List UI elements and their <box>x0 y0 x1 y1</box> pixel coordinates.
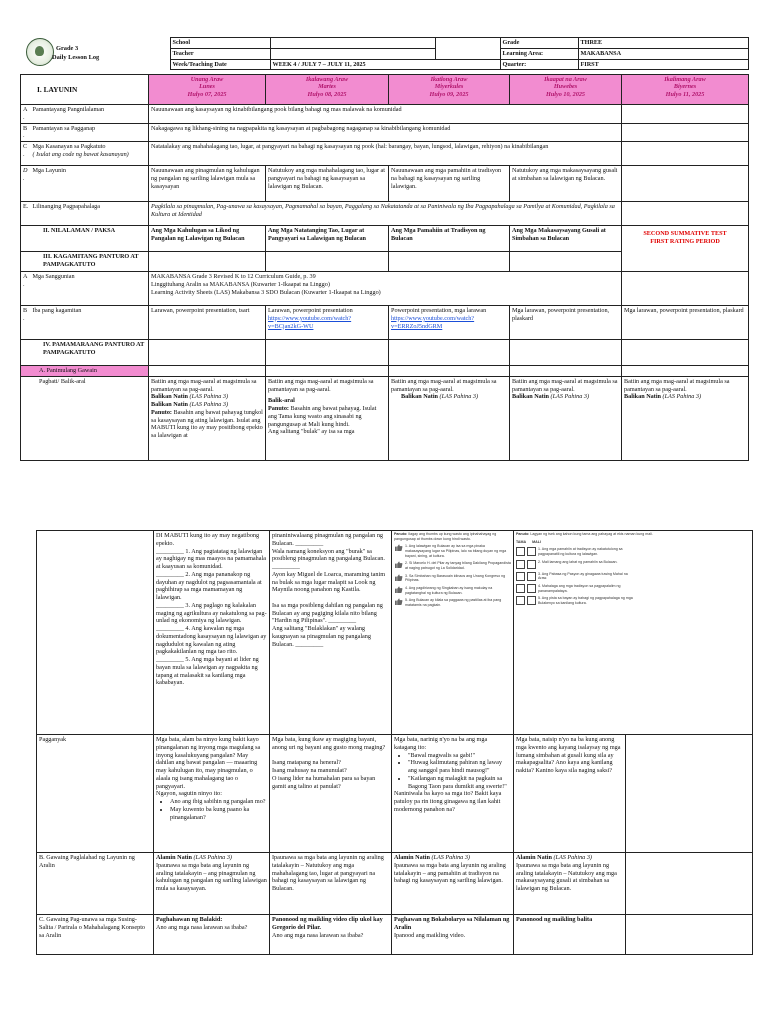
nilalaman-title: II. NILALAMAN / PAKSA <box>21 226 149 252</box>
doc-title-dll: Daily Lesson Log <box>52 54 100 61</box>
quarter-value: FIRST <box>578 59 748 70</box>
day-header-5: Ikalimang Araw Biyernes Hulyo 11, 2025 <box>622 75 749 105</box>
worksheet-thumbs-item: 5. Ang Bulacan ay kilala sa paggawa ng pastillas at iba pang matatamis na pagkain. <box>394 598 511 607</box>
balik-aral-label: Pagbati/ Balik-aral <box>21 376 149 460</box>
kagamitan-day-2: Larawan, powerpoint presentation https://www.youtube.com/watch?v=BCjan2kG-WU <box>266 306 389 340</box>
worksheet-thumbs-item: 4. Ang pagdiriwang ng Singkaban ay isang makulay na pagtatanghal ng kultura ng Bulacan. <box>394 586 511 595</box>
balik-aral-day-3: Batiin ang mga mag-aaral at magsimula sa pamantayan sa pag-aaral. Balikan Natin (LAS Pahina 3) <box>389 376 510 460</box>
row-c-note: ( Isulat ang code ng bawat kasanayan) <box>32 150 129 158</box>
worksheet-checkbox-item: 3. Ang Pabasa ng Pasyon ay ginagawa tuwing Mahal na Araw. <box>516 572 634 581</box>
layunin-aralin-day-1: Alamin Natin (LAS Pahina 3) Ipaunawa sa mga bata ang layunin ng araling tatalakayin – ang pinagmulan ng kahulugan ng pangalan ng sariling lalawigan mula sa kasaysayan. <box>154 853 270 915</box>
pagganyak-day-1: Mga bata, alam ba ninyo kung bakit kayo pinangalanan ng inyong mga magulang sa inyong kasalukuyang pangalan? May dahilan ang bawat pangalan — maaaring may kahulugan ito, may pinagmulan, o alaala ng isang mahalagang tao o pangyayari. Ngayon, sagutin ninyo ito: • Ano ang ibig sabihin ng pangalan mo? • May kuwento ba kung paano ka pinangalanan? <box>154 735 270 853</box>
summative-test-cell: SECOND SUMMATIVE TEST FIRST RATING PERIOD <box>622 226 749 272</box>
lesson-log-table-continued <box>36 530 753 955</box>
layunin-day-4: Natutukoy ang mga makasaysayang gusali at simbahan sa lalawigan ng Bulacan. <box>510 166 622 202</box>
worksheet-thumbs-item: 1. Ang lalawigan ng Bulacan ay isa sa mga pinaka makasaysayang lugar sa Pilipinas, lalo na bilang duyan ng mga bayani, sining, at kultura. <box>394 544 511 558</box>
row-e-letter: E. <box>21 202 31 226</box>
thumbs-icon <box>394 561 403 568</box>
checkbox-false <box>527 560 536 569</box>
row-iba-label: Iba pang kagamitan <box>31 306 149 340</box>
balik-aral-day-2: Batiin ang mga mag-aaral at magsimula sa pamantayan sa pag-aaral. Balik-aral Panuto: Basahin ang bawat pahayag. Isulat ang Tama kung wasto ang sinasabi ng pangungusap at Mali kung hindi. Ang salitang "bulak" ay isa sa mga <box>266 376 389 460</box>
youtube-link-day-3[interactable]: https://www.youtube.com/watch?v=ERRZoJ5ndGRM <box>391 314 475 330</box>
learning-area-value: MAKABANSA <box>578 48 748 59</box>
paksa-day-3: Ang Mga Pamahiin at Tradisyon ng Bulacan <box>389 226 510 252</box>
pag-unawa-day-1: Paghahawan ng Balakid: Ano ang mga nasa larawan sa ibaba? <box>154 915 270 955</box>
layunin-title: I. LAYUNIN <box>21 75 149 105</box>
row-d-letter: D. <box>21 166 31 202</box>
layunin-day-2: Natutukoy ang mga mahahalagang tao, lugar at pangyayari na bahagi ng kasaysayan sa lalawigan ng Bulacan. <box>266 166 389 202</box>
kagamitan-day-3: Powerpoint presentation, mga larawan https://www.youtube.com/watch?v=ERRZoJ5ndGRM <box>389 306 510 340</box>
youtube-link-day-2[interactable]: https://www.youtube.com/watch?v=BCjan2kG-WU <box>268 314 352 330</box>
row-iba-letter: B. <box>21 306 31 340</box>
worksheet-checkbox-item: 5. Ang pista sa bayan ay bahagi ng pagpapahalaga ng mga Bulakenyo sa kanilang kultura. <box>516 596 634 605</box>
row-d-label: Mga Layunin <box>31 166 149 202</box>
row-sanggunian-label: Mga Sanggunian <box>31 272 149 306</box>
checkbox-false <box>527 572 536 581</box>
sanggunian-text: MAKABANSA Grade 3 Revised K to 12 Curriculum Guide, p. 39 Linggituhang Aralin sa MAKABANSA (Kuwarter 1-Ikaapat na Linggo) Learning Activity Sheets (LAS) Makabansa 3 SDO Bulacan (Kuwarter 1-Ikaapat na Linggo) <box>149 272 622 306</box>
quarter-label: Quarter: <box>500 59 578 70</box>
panimulang-gawain: A. Panimulang Gawain <box>21 366 149 377</box>
row-e-text: Pagkilala sa pinagmulan, Pag-unawa sa kasaysayan, Pagmamahal sa bayan, Paggalang sa Nakatatanda at sa Paniniwala ng Iba Pagpapahalaga sa Pamilya at Komunidad, Pagkilala sa Kultura at Identidad <box>149 202 622 226</box>
balik-aral-day-1-cont: DI MABUTI kung ito ay may negatibong epekto. _________ 1. Ang pagtatatag ng lalawigan ay naghigay ng mas maayos na pamamahala at kaayusan sa komunidad. _________ 2. Ang mga pananakop ng dayuhan ay nagdulot ng pagsasamantala at paghihirap sa mga mamamayan ng lalawigan. _________ 3. Ang paglago ng kalakalan maging ng agrikultura ay nakatulong sa pag-unlad ng ekonomiya ng lalawigan. _________ 4. Ang kawalan ng mga dokumentadong kasaysayan ng lalawigan ay nagdudulot ng kawalan ng ating pagkakakilanlan ng mga tao rito. _________ 5. Ang mga bayani at lider ng bayan mula sa lalawigan ay nagpakita ng tapang at malasakit sa kanilang mga kababayan. <box>154 531 270 735</box>
lesson-log-table <box>20 74 749 461</box>
worksheet-thumbs: Panuto: Ilagay ang thumbs up kung wasto ang ipinahahayag ng pangungusap at thumbs down kung hindi wasto. 1. Ang lalawigan ng Bulacan ay isa sa mga pinaka makasaysayang lugar sa Pilipinas, lalo na bilang duyan ng mga bayani, sining, at kultura. 2. Si Marcelo H. del Pilar ay tanyag bilang Dakilang Propagandista at naging patnugot ng La Solidaridad. 3. Sa Simbahan ng Barasoain idinaos ang Unang Kongreso ng Pilipinas. 4. Ang pagdiriwang ng Singkaban ay isang makulay na pagtatanghal ng kultura ng Bulacan. 5. Ang Bulacan ay kilala sa paggawa ng pastillas at iba pang matatamis na pagkain. <box>392 531 514 735</box>
worksheet-checkbox-item: 4. Mahalaga ang mga tradisyon sa pagpapalalim ng pananampalataya. <box>516 584 634 593</box>
checkbox-false <box>527 596 536 605</box>
checkbox-true <box>516 560 525 569</box>
row-b-letter: B. <box>21 123 31 142</box>
balik-aral-day-2-cont: pinaniniwalaang pinagmulan ng pangalan ng Bulacan. _________ Wala namang koneksyon ang "burak" sa posibleng pinagmulan ng pangalang Bulacan. _________ Ayon kay Miguel de Loarca, maraming tanim na bulak sa mga lugar malapit sa Look ng Maynila noong panahon ng Kastila. Isa sa mga posibleng dahilan ng pangalan ng Bulacan ay ang pagiging kilala nito bilang "Hardin ng Pilipinas". _________ Ang salitang "Bulaklakan" ay walang kaugnayan sa pinagmulan ng pangalang Bulacan. _________ <box>270 531 392 735</box>
row-e-label: Lilinanging Pagpapahalaga <box>31 202 149 226</box>
doc-title-grade: Grade 3 <box>56 45 79 52</box>
grade-value: THREE <box>578 38 748 49</box>
paksa-day-4: Ang Mga Makasaysayang Gusali at Simbahan sa Bulacan <box>510 226 622 252</box>
worksheet-checkbox-item: 2. Mali lamang ang lahat ng pamahiin sa Bulacan. <box>516 560 634 569</box>
thumbs-icon <box>394 544 403 551</box>
pagganyak-day-4: Mga bata, naisip n'yo na ba kung anong mga kwento ang kayang isalaysay ng mga lumang simbahan at gusali kung sila ay makapagsalita? Ano kaya ang kanilang nakita? Kanino kaya sila naging saksi? <box>514 735 626 853</box>
week-label: Week/Teaching Date <box>170 59 270 70</box>
kagamitan-day-4: Mga larawan, powerpoint presentation, plaskard <box>510 306 622 340</box>
worksheet-thumbs-item: 3. Sa Simbahan ng Barasoain idinaos ang Unang Kongreso ng Pilipinas. <box>394 574 511 583</box>
checkbox-true <box>516 572 525 581</box>
teacher-label: Teacher <box>170 48 270 59</box>
row-c-label: Mga Kasanayan sa Pagkatuto <box>32 143 106 150</box>
row-c-letter: C. <box>21 142 31 166</box>
header-table <box>20 37 749 70</box>
paksa-day-2: Ang Mga Natatanging Tao, Lugar at Pangyayari sa Lalawigan ng Bulacan <box>266 226 389 252</box>
layunin-day-3: Nauunawaan ang mga pamahiin at tradisyon na bahagi ng kasaysayan ng sariling lalawigan. <box>389 166 510 202</box>
checkbox-false <box>527 584 536 593</box>
day-header-1: Unang Araw Lunes Hulyo 07, 2025 <box>149 75 266 105</box>
row-b-text: Nakagagawa ng likhang-sining na nagpapakita ng kasaysayan at pagbabagong nagaganap sa kinabibilangang komunidad <box>149 123 622 142</box>
row-a-letter: A. <box>21 105 31 124</box>
kagamitan-day-1: Larawan, powerpoint presentation, tsart <box>149 306 266 340</box>
school-label: School <box>170 38 270 49</box>
row-sanggunian-letter: A. <box>21 272 31 306</box>
day-header-4: Ikaapat na Araw Huwebes Hulyo 10, 2025 <box>510 75 622 105</box>
kagamitan-day-5: Mga larawan, powerpoint presentation, plaskard <box>622 306 749 340</box>
thumbs-icon <box>394 598 403 605</box>
layunin-day-1: Nauunawaan ang pinagmulan ng kahulugan ng pangalan ng sariling lalawigan mula sa kasaysayan <box>149 166 266 202</box>
thumbs-icon <box>394 586 403 593</box>
day-header-3: Ikatlong Araw Miyerkules Hulyo 09, 2025 <box>389 75 510 105</box>
worksheet-checkbox-list <box>516 547 634 605</box>
gawaing-b-label: B. Gawaing Paglalahad ng Layunin ng Aralin <box>37 853 154 915</box>
checkbox-true <box>516 547 525 556</box>
pagganyak-day-3: Mga bata, narinig n'yo na ba ang mga katagang ito: • "Bawal magwalis sa gabi!" • "Huwag kalimutang pahiran ng laway ang sanggol para hindi mausog!" • "Kailangan ng malagkit na pagkain sa Bagong Taon para dumikit ang swerte!" Naniniwala ba kayo sa mga ito? Bakit kaya patuloy pa rin itong ginagawa ng ilan kahit modernong panahon na? <box>392 735 514 853</box>
balik-aral-day-5: Batiin ang mga mag-aaral at magsimula sa pamantayan sa pag-aaral. Balikan Natin (LAS Pahina 3) <box>622 376 749 460</box>
row-a-text: Nauunawaan ang kasaysayan ng kinabibilangang pook bilang bahagi ng mas malawak na komunidad <box>149 105 622 124</box>
row-c-text: Natatalakay ang mahahalagang tao, lugar, at pangyayari na bahagi ng kasaysayan ng pook (hal: barangay, bayan, lungsod, lalawigan, rehiyon) na kinabibilangan <box>149 142 622 166</box>
pamamaraan-title: IV. PAMAMARAANG PANTURO AT PAMPAGKATUTO <box>21 340 149 366</box>
row-c-label-cell <box>31 142 149 166</box>
day-header-2: Ikalawang Araw Martes Hulyo 08, 2025 <box>266 75 389 105</box>
checkbox-true <box>516 584 525 593</box>
gawaing-c-label: C. Gawaing Pag-unawa sa mga Susing-Salita / Parirala o Mahahalagang Konsepto sa Aralin <box>37 915 154 955</box>
balik-aral-day-4: Batiin ang mga mag-aaral at magsimula sa pamantayan sa pag-aaral. Balikan Natin (LAS Pahina 3) <box>510 376 622 460</box>
pag-unawa-day-2: Panonood ng maikling video clip ukol kay Gregorio del Pilar. Ano ang mga nasa larawan sa ibaba? <box>270 915 392 955</box>
worksheet-thumbs-item: 2. Si Marcelo H. del Pilar ay tanyag bilang Dakilang Propagandista at naging patnugot ng La Solidaridad. <box>394 561 511 570</box>
row-b-label: Pamantayan sa Pagganap <box>31 123 149 142</box>
paksa-day-1: Ang Mga Kahulugan sa Likod ng Pangalan ng Lalawigan ng Bulacan <box>149 226 266 252</box>
checkbox-true <box>516 596 525 605</box>
grade-label: Grade <box>500 38 578 49</box>
teacher-value <box>270 48 435 59</box>
thumbs-icon <box>394 574 403 581</box>
learning-area-label: Learning Area: <box>500 48 578 59</box>
kagamitan-title: III. KAGAMITANG PANTURO AT PAMPAGKATUTO <box>21 252 149 272</box>
pag-unawa-day-4: Panonood ng maikling balita <box>514 915 626 955</box>
row-a-label: Pamantayang Pangnilalaman <box>31 105 149 124</box>
balik-aral-day-1: Batiin ang mga mag-aaral at magsimula sa pamantayan sa pag-aaral. Balikan Natin (LAS Pahina 3) Balikan Natin (LAS Pahina 3) Panuto: Basahin ang bawat pahayag tungkol sa kasaysayan ng ating lalawigan. Isulat ang MABUTI kung ito ay may positibong epekto sa lalawigan at <box>149 376 266 460</box>
pag-unawa-day-3: Paghawan ng Bokabolaryo sa Nilalaman ng Aralin Ipanood ang maikling video. <box>392 915 514 955</box>
layunin-day-5 <box>622 166 749 202</box>
layunin-aralin-day-4: Alamin Natin (LAS Pahina 3) Ipaunawa sa mga bata ang layunin ng araling tatalakayin – Natutukoy ang mga makasaysayang gusali at simbahan sa lalawigan ng Bulacan. <box>514 853 626 915</box>
school-value <box>270 38 435 49</box>
worksheet-checkbox: Panuto: Lagyan ng tsek ang kahon kung tama ang pahayag at ekis naman kung mali. TAMA MALI 1. Ang mga pamahiin at tradisyon ay nakatutulong sa pagpapanatili ng kultura ng lalawigan. 2. Mali lamang ang lahat ng pamahiin sa Bulacan. 3. Ang Pabasa ng Pasyon ay ginagawa tuwing Mahal na Araw. 4. Mahalaga ang mga tradisyon sa pagpapalalim ng pananampalataya. 5. Ang pista sa bayan ay bahagi ng pagpapahalaga ng mga Bulakenyo sa kanilang kultura. <box>514 531 753 735</box>
worksheet-checkbox-item: 1. Ang mga pamahiin at tradisyon ay nakatutulong sa pagpapanatili ng kultura ng lalawigan. <box>516 547 634 556</box>
worksheet-thumbs-list <box>394 544 511 607</box>
pagganyak-day-2: Mga bata, kung ikaw ay magiging bayani, anong uri ng bayani ang gusto mong maging? Isang matapang na heneral? Isang mahusay na manunulat? O isang lider na humahalan para sa bayan gamit ang talino at panulat? <box>270 735 392 853</box>
week-value: WEEK 4 / JULY 7 – JULY 11, 2025 <box>270 59 500 70</box>
layunin-aralin-day-3: Alamin Natin (LAS Pahina 3) Ipaunawa sa mga bata ang layunin ng araling tatalakayin – ang pamahiin at tradisyon na bahagi ng kasaysayan ng sariling lalawigan. <box>392 853 514 915</box>
pagganyak-label: Pagganyak <box>37 735 154 853</box>
layunin-aralin-day-2: Ipaunawa sa mga bata ang layunin ng araling tatalakayin – Natutukoy ang mga mahahalagang tao, lugar at pangyayari na bahagi ng kasaysayan sa lalawigan ng Bulacan. <box>270 853 392 915</box>
checkbox-false <box>527 547 536 556</box>
